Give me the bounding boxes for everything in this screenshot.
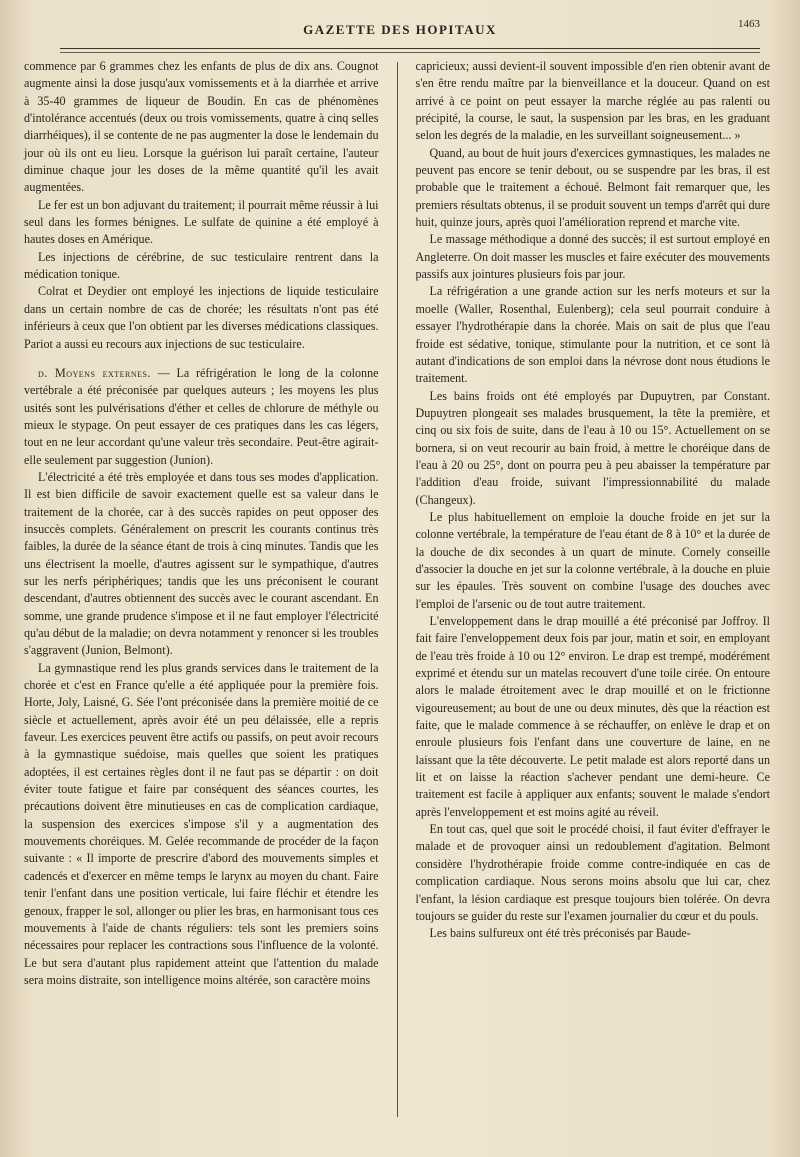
- left-column: [24, 58, 379, 1117]
- right-column: [416, 58, 771, 1117]
- running-title: GAZETTE DES HOPITAUX: [303, 22, 497, 37]
- header-rule: [60, 48, 760, 49]
- paragraph: capricieux; aussi devient-il souvent impossible d'en rien obtenir avant de s'en être rendu maître par la bienveillance et la douceur. Quand on est arrivé à ce point on peut essayer la marche réglée au pas ralenti ou précipité, la course, le saut, la suspension par les bras, en les graduant selon les degrés de la maladie, en les surveillant soigneusement... »: [415, 59, 770, 143]
- section-text: — La réfrigération le long de la colonne vertébrale a été préconisée par quelques auteurs ; les moyens les plus usités sont les pulvérisations d'éther et celles de chlorure de méthyle ou mieux le stypage. On peut essayer de ces pratiques dans les cas légers, tout en ne leur accordant qu'une valeur très secondaire. Peut-être agirait-elle seulement par suggestion (Junion).: [24, 365, 379, 467]
- paragraph: Les bains froids ont été employés par Dupuytren, par Constant. Dupuytren plongeait ses malades brusquement, la tête la première, et cinq ou six fois de suite, dans de l'eau à 10 ou 15°. Actuellement on se bornera, si on veut recourir au bain froid, à mettre le choréique dans de l'eau à 20 ou 25°, dont on pourra peu à peu abaisser la température par l'addition d'eau froide, suivant l'impressionnabilité du malade (Changeux).: [415, 388, 770, 507]
- paragraph: commence par 6 grammes chez les enfants de plus de dix ans. Cougnot augmente ainsi la dose jusqu'aux vomissements et à la diarrhée et arrive à 35-40 grammes de liqueur de Boudin. En cas de phénomènes d'intolérance accentués (deux ou trois vomissements, quatre à cinq selles diarrhéiques), il se contente de ne pas augmenter la dose le lendemain du jour où ils ont eu lieu. Lorsque la guérison lui paraît certaine, l'auteur diminue chaque jour les doses de la même quantité qu'il les avait augmentées.: [24, 59, 379, 195]
- header-rule-thin: [60, 52, 760, 53]
- paragraph: Le fer est un bon adjuvant du traitement; il pourrait même réussir à lui seul dans les formes bénignes. Le sulfate de quinine a été employé à hautes doses en Amérique.: [24, 197, 379, 247]
- paragraph: La gymnastique rend les plus grands services dans le traitement de la chorée et c'est en France qu'elle a été appliquée pour la première fois. Horte, Joly, Laisné, G. Sée l'ont préconisée dans la première moitié de ce siècle et actuellement, après avoir été un peu délaissée, elle a repris faveur. Les exercices peuvent être actifs ou passifs, on peut avoir recours à la gymnastique suédoise, mais quelles que soient les pratiques adoptées, il est certaines règles dont il ne faut pas se départir : on doit éviter toute fatigue et faire par conséquent des séances courtes, les précautions doivent être minutieuses en cas de complication cardiaque, la suspension des exercices s'impose s'il y a augmentation des mouvements choréiques. M. Gelée recommande de procéder de la façon suivante : « Il importe de prescrire d'abord des mouvements simples et cadencés et d'exercer en même temps le larynx au moyen du chant. Faire tenir l'enfant dans une position verticale, lui faire fléchir et étendre les genoux, frapper le sol, allonger ou plier les bras, en harmonisant tous ces mouvements à l'aide de chants réguliers: tels sont les premiers soins nécessaires pour replacer les contractions sous l'influence de la volonté. Le but sera d'autant plus rapidement atteint que l'attention du malade sera moins distraite, son intelligence moins altérée, son caractère moins: [24, 660, 379, 987]
- paragraph: Le massage méthodique a donné des succès; il est surtout employé en Angleterre. On doit masser les muscles et faire exécuter des mouvements passifs aux jointures plusieurs fois par jour.: [415, 232, 770, 282]
- text-columns: [24, 58, 770, 1117]
- section-heading: d. Moyens externes.: [38, 365, 152, 380]
- column-divider: [397, 62, 398, 1117]
- paragraph: Les injections de cérébrine, de suc testiculaire rentrent dans la médication tonique.: [24, 249, 379, 282]
- paragraph: Les bains sulfureux ont été très préconisés par Baude-: [429, 926, 691, 941]
- paragraph: L'électricité a été très employée et dans tous ses modes d'application. Il est bien difficile de savoir exactement quelle est sa valeur dans le traitement de la chorée, car à des succès rapides on peut opposer des insuccès complets. Généralement on prescrit les courants continus très faibles, la durée de la séance étant de trois à cinq minutes. Tandis que les uns électrisent la moelle, d'autres agissent sur le sympathique, d'autres sur les nerfs périphériques; tandis que les uns préconisent le courant descendant, d'autres obtiennent des succès avec le courant ascendant. En somme, une grande prudence s'impose et il ne faut employer l'électricité qu'au début de la maladie; on devra notamment y renoncer si les troubles s'aggravent (Junion, Belmont).: [24, 469, 379, 658]
- paragraph: Colrat et Deydier ont employé les injections de liquide testiculaire dans un certain nombre de cas de chorée; les résultats n'ont pas été inférieurs à ceux que l'on obtient par les diverses médications classiques. Pariot a aussi eu recours aux injections de suc testiculaire.: [24, 284, 379, 351]
- paragraph: La réfrigération a une grande action sur les nerfs moteurs et sur la moelle (Waller, Rosenthal, Eulenberg); cela seul pourrait conduire à essayer l'hydrothérapie dans la chorée. Mais on sait de plus que l'eau froide est sédative, tonique, stimulante pour la nutrition, et ce sont là autant d'indications de son emploi dans la névrose dont nous étudions le traitement.: [415, 284, 770, 386]
- section-paragraph: [24, 365, 379, 469]
- paragraph: Le plus habituellement on emploie la douche froide en jet sur la colonne vertébrale, la température de l'eau étant de 8 à 10° et la durée de la douche de dix secondes à un quart de minute. Cornely conseille d'associer la douche en jet sur la colonne vertébrale, à la douche en pluie sur les épaules. Très souvent on combine l'usage des douches avec l'emploi de l'arsenic ou de tout autre traitement.: [415, 509, 770, 611]
- page-number: 1463: [738, 18, 760, 30]
- paragraph: Quand, au bout de huit jours d'exercices gymnastiques, les malades ne peuvent pas encore se tenir debout, ou se suspendre par les bras, il est probable que le traitement a échoué. Belmont fait remarquer que, les premiers résultats obtenus, il se produit souvent un temps d'arrêt qui dure huit, quinze jours, après quoi l'amélioration reprend et marche vite.: [415, 145, 770, 230]
- paragraph: L'enveloppement dans le drap mouillé a été préconisé par Joffroy. Il fait faire l'enveloppement deux fois par jour, matin et soir, en employant de l'eau très froide à 10 ou 12° environ. Le drap est trempé, modérément exprimé et étendu sur un matelas recouvert d'une toile cirée. On entoure alors le malade étroitement avec le drap mouillé et on le frictionne vigoureusement; au bout de une ou deux minutes, dès que la réaction est faite, que le malade commence à se réchauffer, on enlève le drap et on enroule plusieurs fois l'enfant dans une couverture de laine, en ne laissant que la tête découverte. Le petit malade est alors reporté dans un lit et on laisse la réaction s'achever pendant une demi-heure. Ce traitement est facile à appliquer aux enfants; souvent le malade s'endort après l'enveloppement et est moins agité au réveil.: [415, 614, 770, 819]
- page-header: [40, 18, 760, 48]
- paragraph: En tout cas, quel que soit le procédé choisi, il faut éviter d'effrayer le malade et de provoquer ainsi un redoublement d'agitation. Belmont considère l'hydrothérapie froide comme contre-indiquée en cas de complication cardiaque. Nous serons moins absolu que lui car, chez l'enfant, la lésion cardiaque est presque toujours bien tolérée. On devra toujours se guider du reste sur l'examen journalier du cœur et du pouls.: [415, 822, 770, 923]
